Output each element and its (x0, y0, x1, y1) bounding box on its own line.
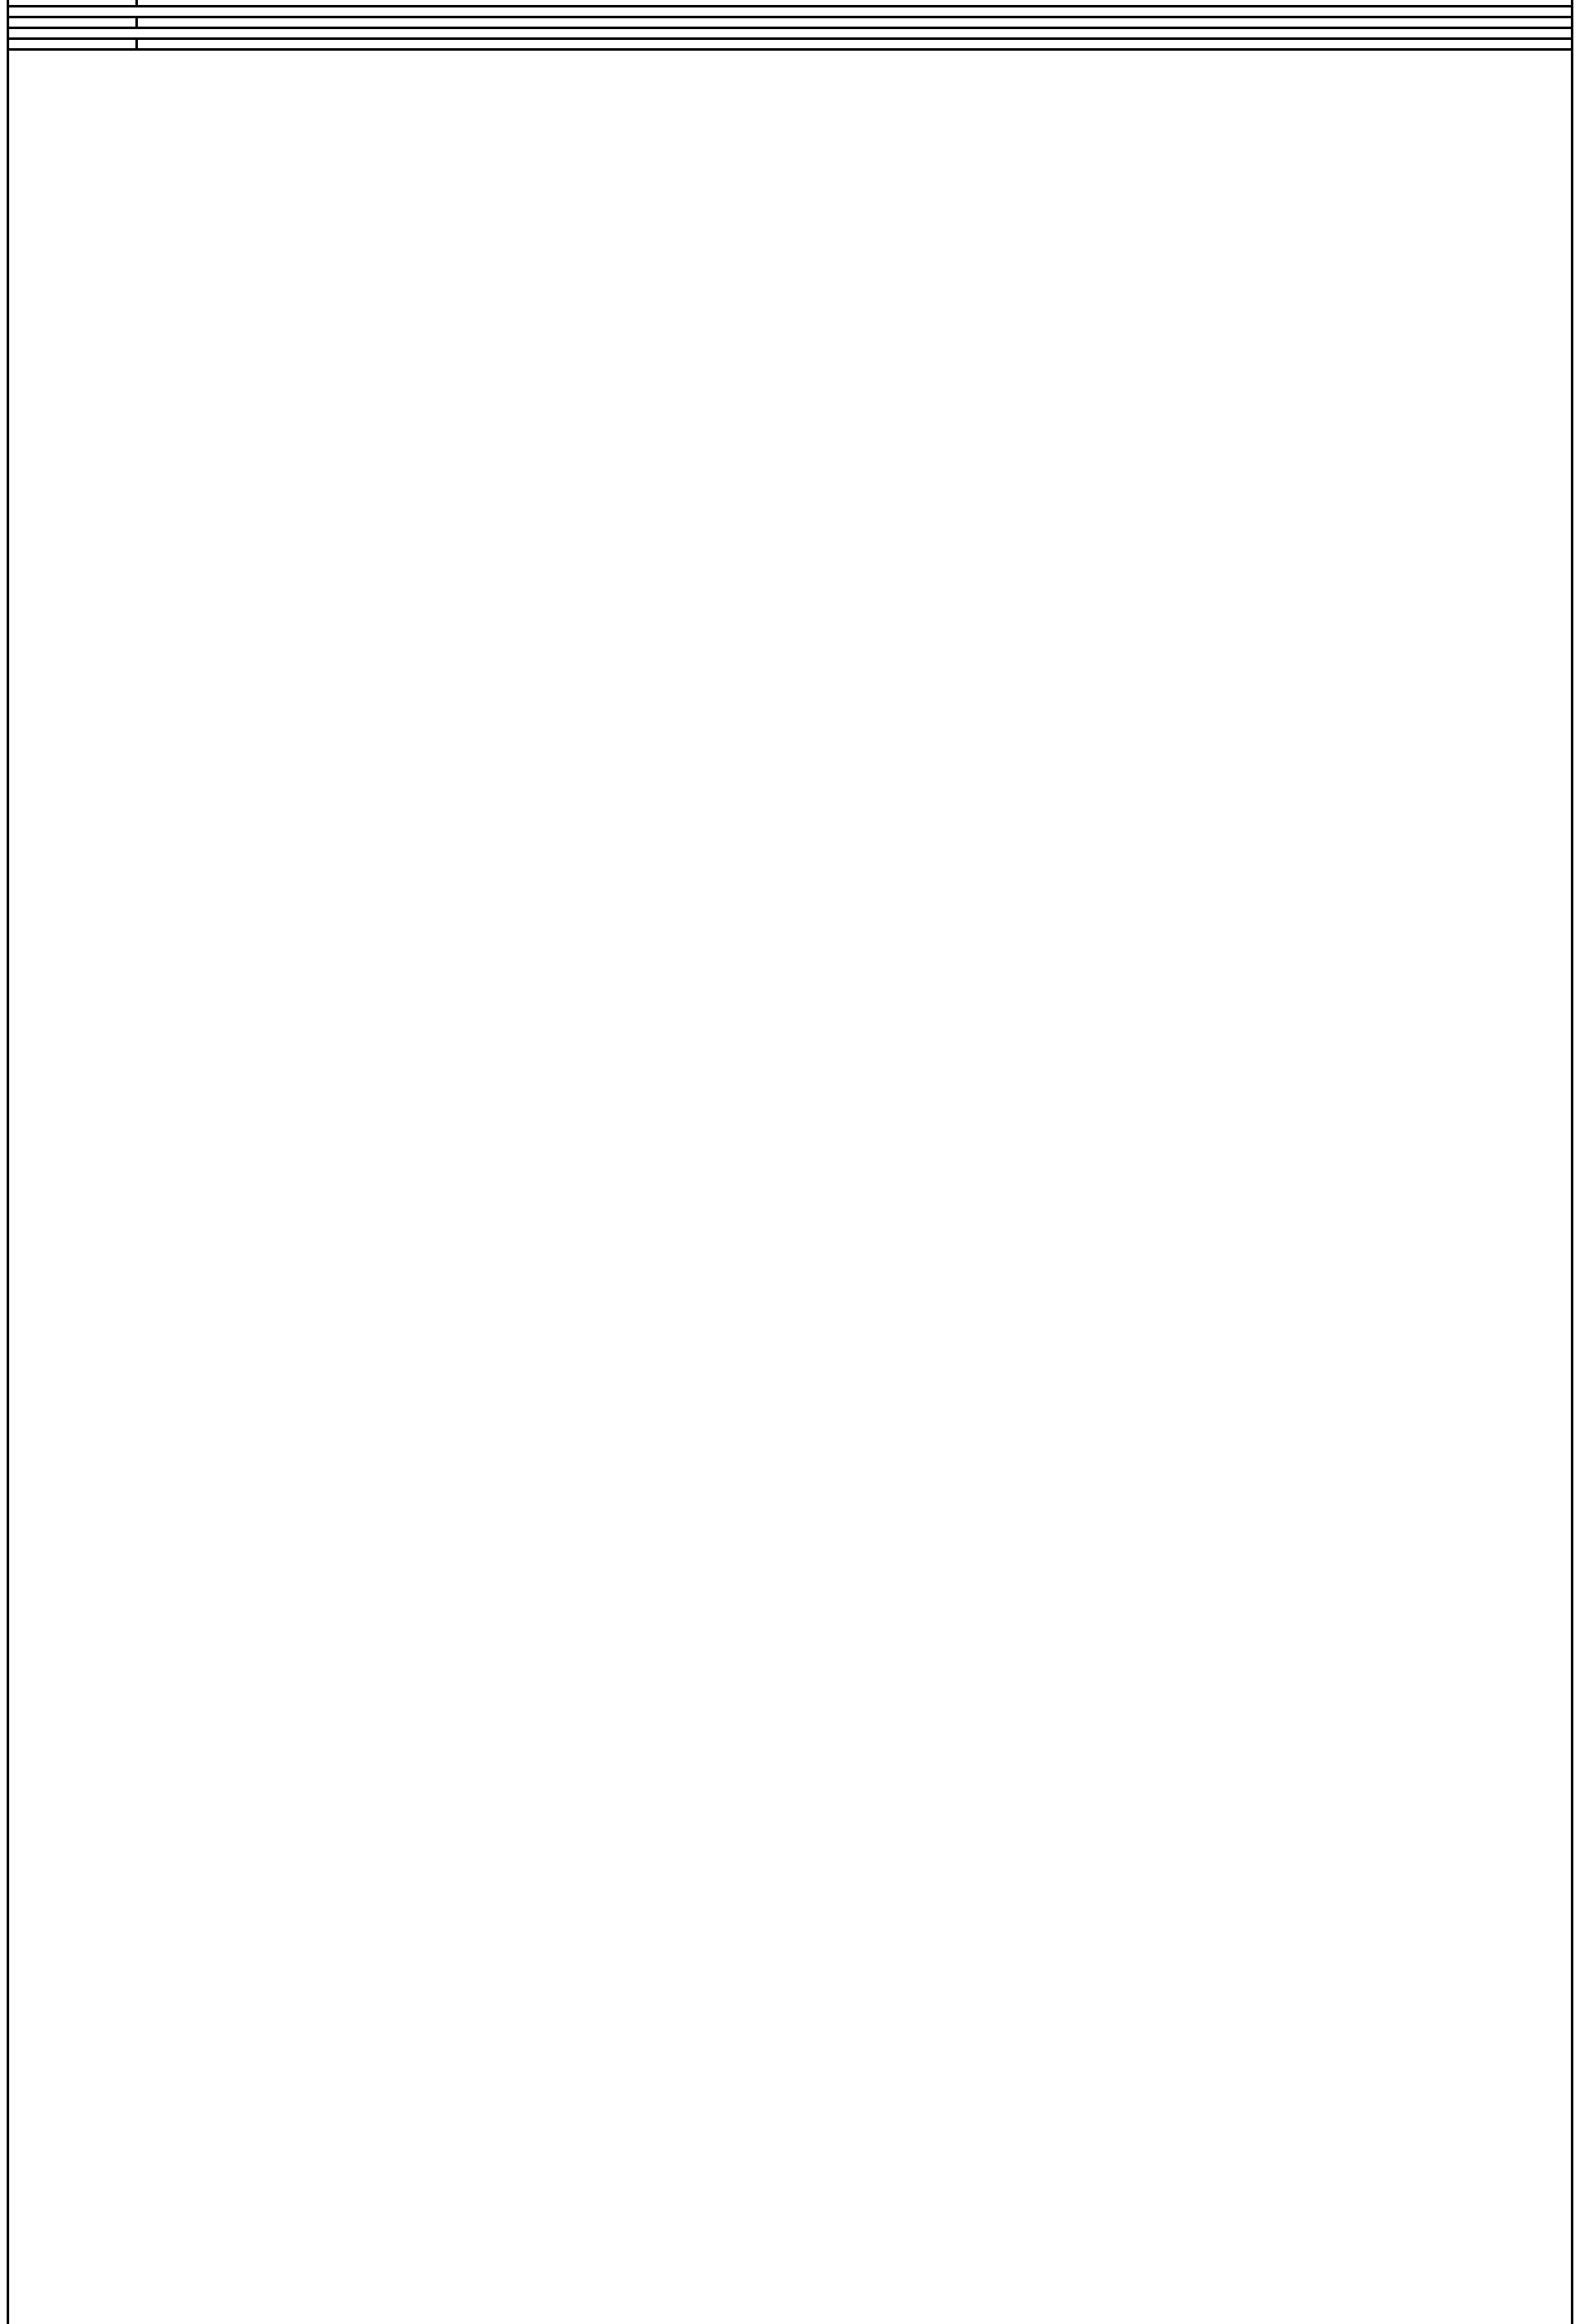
table-row-compound-continued (9, 0, 1571, 7)
table-row-nmr (9, 29, 1571, 40)
nmr-cell (9, 7, 1571, 16)
nmr-cell (9, 29, 1571, 37)
table-row-compound-410 (9, 18, 1571, 29)
compound-number-cell (9, 0, 138, 5)
compound-table (7, 0, 1573, 2324)
table-row-nmr (9, 51, 1571, 59)
table-row-nmr (9, 7, 1571, 18)
compound-number-cell (9, 40, 138, 48)
compound-name-cell (138, 40, 1571, 48)
compound-name-cell (138, 0, 1571, 5)
compound-number-cell (9, 18, 138, 27)
nmr-cell (9, 51, 1571, 59)
compound-name-cell (138, 18, 1571, 27)
table-row-compound-413 (9, 40, 1571, 51)
